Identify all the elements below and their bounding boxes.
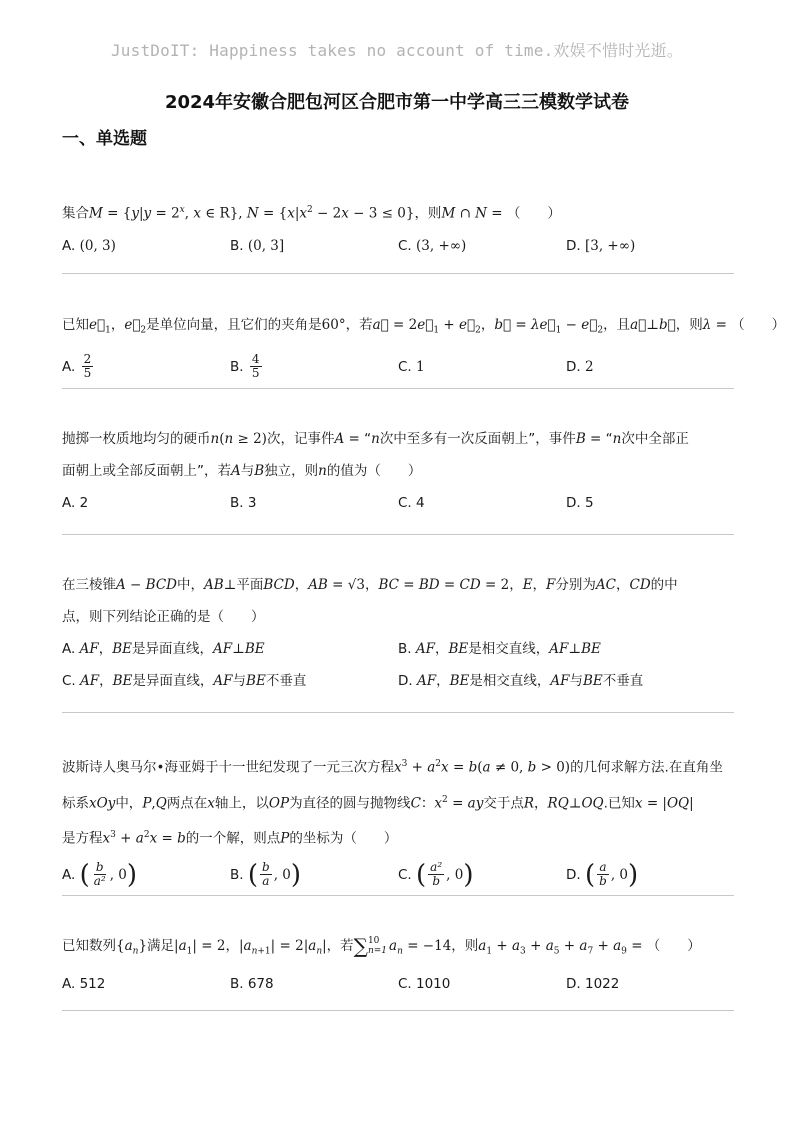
q1-text-c: （ ） <box>506 205 561 222</box>
q6-option-c[interactable]: C. 1010 <box>398 975 451 992</box>
divider <box>62 388 734 389</box>
q6-option-b[interactable]: B. 678 <box>230 975 274 992</box>
q2-option-a[interactable]: A. $\frac{2}{5}$ <box>62 352 92 381</box>
question-2 <box>62 309 786 387</box>
q4-option-c[interactable]: C. AF，BE是异面直线，AF与BE不垂直 <box>62 673 307 689</box>
divider <box>62 273 734 274</box>
question-3-stem: 抛掷一枚质地均匀的硬币n(n ≥ 2)次，记事件A = “n次中至多有一次反面朝上”，事件B = “n次中全部正 面朝上或全部反面朝上”，若A与B独立，则n的值为（ ） <box>62 431 689 479</box>
question-5-stem: 波斯诗人奥马尔•海亚姆于十一世纪发现了一元三次方程$x^3 + a^2x = b(a \ne 0$, b > 0)的几何求解方法.在直角坐 标系xOy中，P,Q两点在x轴上，以OP为直径的圆与抛物线C：$x^2$ = ay交于点R，RQ⊥OQ.已知x = |OQ| 是方程$x^3 + a^2x = b$的一个解，则点P的坐标为（ ） <box>62 759 723 847</box>
q3-option-a[interactable]: A. 2 <box>62 495 89 511</box>
section-heading: 一、单选题 <box>62 129 147 149</box>
divider <box>62 534 734 535</box>
q2-option-c[interactable]: C. 1 <box>398 358 425 375</box>
q1-option-d[interactable]: D. [3, +∞) <box>566 237 636 254</box>
q6-option-a[interactable]: A. 512 <box>62 975 106 992</box>
q5-option-d[interactable]: D. ( $\frac{a}{b}$ , 0) <box>566 859 639 890</box>
question-4-stem: 在三棱锥A − BCD中，AB⊥平面BCD，AB = √3，BC = BD = CD = 2，E，F分别为AC，CD的中 点，则下列结论正确的是（ ） <box>62 577 678 625</box>
q6-option-d[interactable]: D. 1022 <box>566 975 620 992</box>
q1-text-b: ，则 <box>414 205 442 222</box>
q2-option-b[interactable]: B. $\frac{4}{5}$ <box>230 352 260 381</box>
q1-text-a: 集合 <box>62 205 89 222</box>
divider <box>62 1010 734 1011</box>
q2-option-d[interactable]: D. 2 <box>566 358 594 375</box>
question-1-stem: 集合$M = \{y|y = 2^x$, x ∈ R}, $N = \{x|x^2 - 2x - 3 \le 0\}$，则M ∩ N = （ ） <box>62 205 561 222</box>
q1-option-b[interactable]: B. (0, 3] <box>230 237 285 254</box>
q4-option-a[interactable]: A. AF，BE是异面直线，AF⊥BE <box>62 641 265 657</box>
question-6 <box>62 930 734 1000</box>
q5-option-c[interactable]: C. ( $\frac{\text{a²}}{b}$ , 0) <box>398 859 474 890</box>
q4-option-d[interactable]: D. AF，BE是相交直线，AF与BE不垂直 <box>398 673 644 689</box>
question-5 <box>62 748 734 895</box>
q3-option-b[interactable]: B. 3 <box>230 495 257 511</box>
question-6-stem: 已知数列$\{a_n\}$满足$|a_1| = 2$，$|a_{n+1}| = 2|a_n|$，若∑ 10 n=1 $a_n = -14$，则$a_1 + a_3 + a_5 + a_7 + a_9$ = （ ） <box>62 934 701 958</box>
q5-option-b[interactable]: B. ( $\frac{b}{a}$ , 0) <box>230 859 302 890</box>
question-4 <box>62 569 734 697</box>
watermark-text: JustDoIT: Happiness takes no account of time.欢娱不惜时光逝。 <box>110 41 684 60</box>
question-2-stem: 已知$e⃗_1$，$e⃗_2$是单位向量，且它们的夹角是60°，若a⃗ = $2e⃗_1$ + $e⃗_2$，b⃗ = $\lambda e⃗_1$ − $e⃗_2$，且a⃗⊥b⃗，则λ = （ ） <box>62 317 786 336</box>
divider <box>62 712 734 713</box>
q3-option-c[interactable]: C. 4 <box>398 495 425 511</box>
question-3 <box>62 423 734 519</box>
q5-option-a[interactable]: A. ( $\frac{b}{\text{a²}}$ , 0) <box>62 859 138 890</box>
q1-option-a[interactable]: A. (0, 3) <box>62 237 116 254</box>
q3-option-d[interactable]: D. 5 <box>566 495 594 511</box>
divider <box>62 895 734 896</box>
q1-option-c[interactable]: C. (3, +∞) <box>398 237 467 254</box>
question-1 <box>62 194 734 262</box>
q4-option-b[interactable]: B. AF，BE是相交直线，AF⊥BE <box>398 641 601 657</box>
exam-title: 2024年安徽合肥包河区合肥市第一中学高三三模数学试卷 <box>164 92 630 113</box>
